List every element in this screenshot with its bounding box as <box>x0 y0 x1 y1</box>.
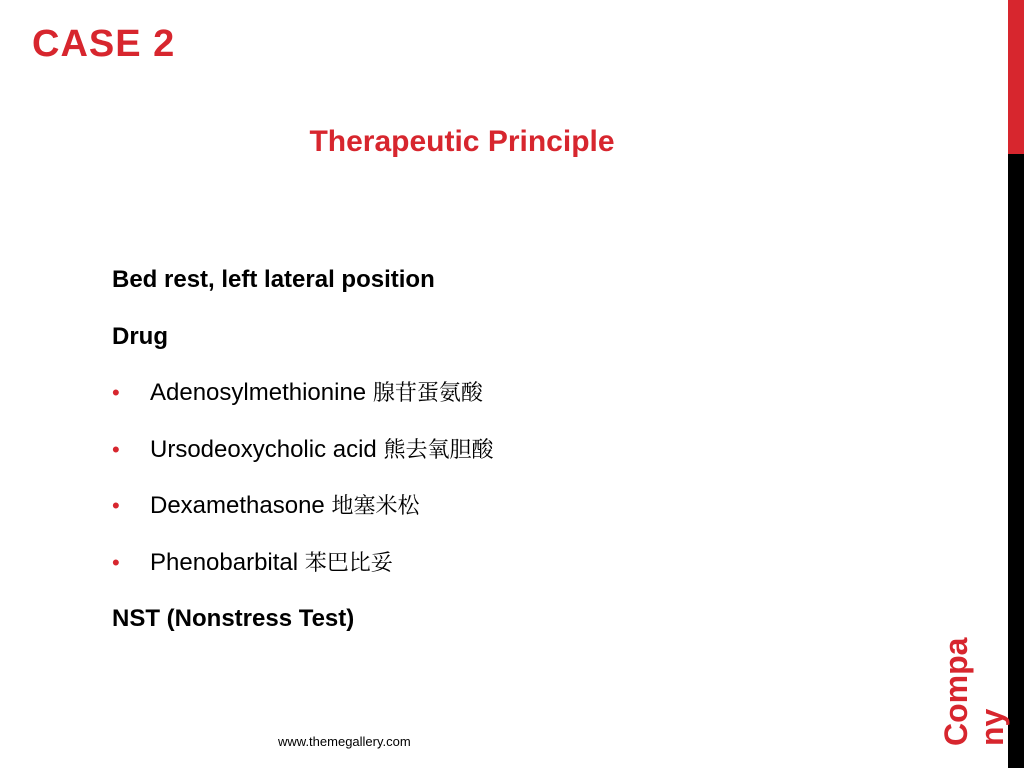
bullet-text: Dexamethasone <box>150 492 325 519</box>
drug-heading: Drug <box>112 322 168 350</box>
bullet-text: Phenobarbital <box>150 548 299 576</box>
slide-title: CASE 2 <box>32 23 176 65</box>
bullet-icon: • <box>112 549 120 575</box>
bullet-icon: • <box>112 380 120 405</box>
bullet-cjk-text: 熊去氧胆酸 <box>383 437 494 463</box>
footer-url: www.themegallery.com <box>278 734 411 749</box>
bullet-item <box>112 375 872 432</box>
nst-line: NST (Nonstress Test) <box>112 605 355 632</box>
company-label: Company <box>938 637 1010 746</box>
bullet-item <box>112 432 872 489</box>
bullet-item <box>112 545 872 602</box>
bullet-cjk-text: 腺苷蛋氨酸 <box>372 381 483 406</box>
slide-content <box>112 262 872 658</box>
bullet-text: Ursodeoxycholic acid <box>150 435 377 463</box>
bullet-icon: • <box>112 436 120 462</box>
sidebar-accent-bar <box>1008 0 1024 154</box>
bed-rest-line: Bed rest, left lateral position <box>112 266 435 293</box>
slide-subtitle: Therapeutic Principle <box>309 125 615 158</box>
bullet-cjk-text: 地塞米松 <box>331 494 420 519</box>
company-label-container <box>938 626 1018 746</box>
bullet-item <box>112 488 872 545</box>
bullet-text: Adenosylmethionine <box>150 379 367 406</box>
bullet-cjk-text: 苯巴比妥 <box>304 550 393 576</box>
bullet-icon: • <box>112 493 120 518</box>
